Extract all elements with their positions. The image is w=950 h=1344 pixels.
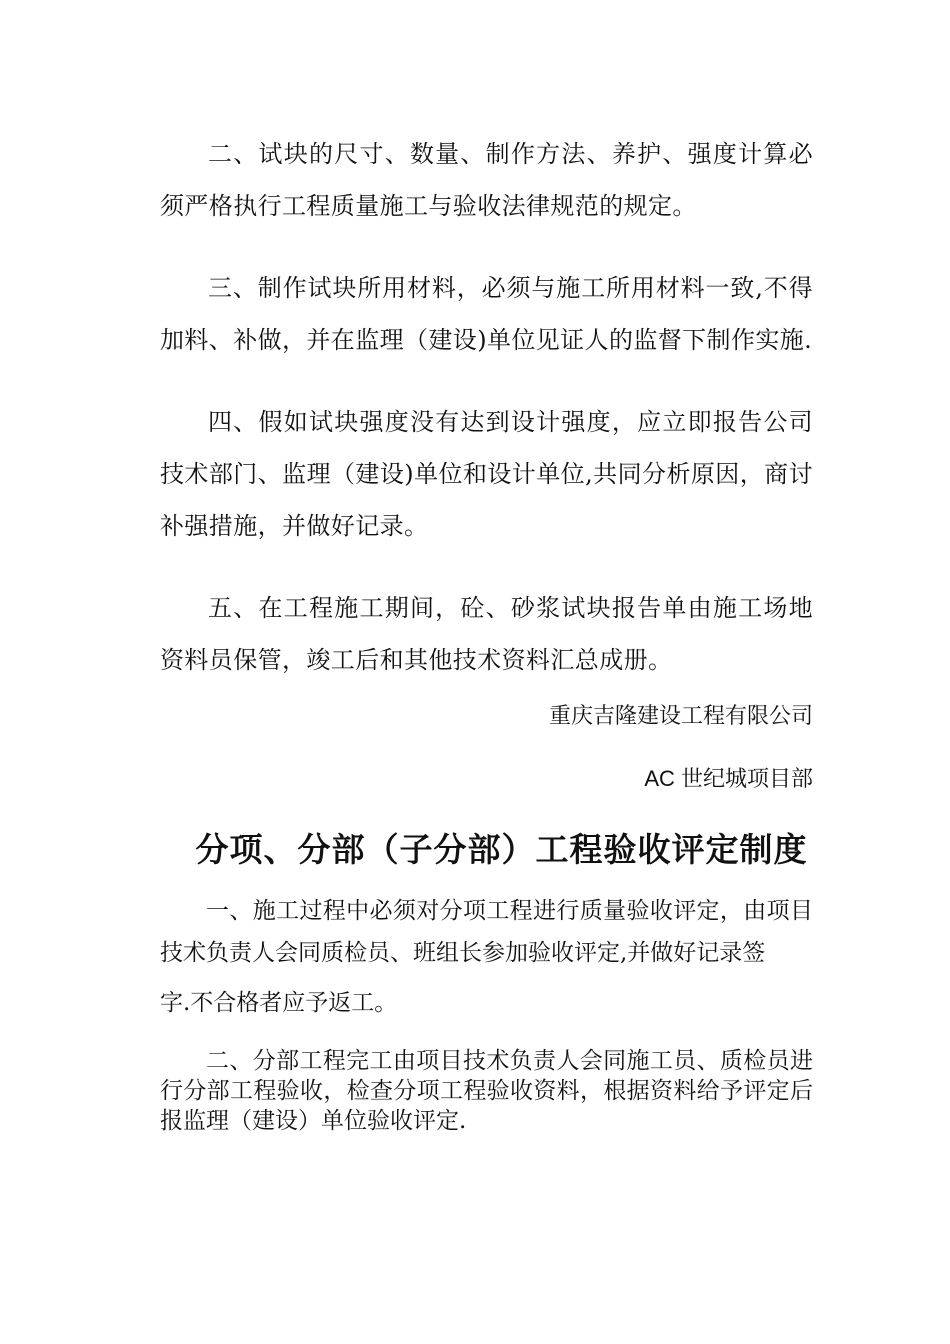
paragraph-strength-failure: 四、假如试块强度没有达到设计强度，应立即报告公司技术部门、监理（建设)单位和设计单位,共同分析原因，商讨补强措施，并做好记录。 xyxy=(160,408,813,540)
document-page xyxy=(160,128,813,1136)
paragraph-subitem-acceptance xyxy=(160,890,813,1024)
paragraph-subitem-acceptance-main: 一、施工过程中必须对分项工程进行质量验收评定，由项目技术负责人会同质检员、班组长参加验收评定,并做好记录签 xyxy=(160,898,813,966)
section-title: 分项、分部（子分部）工程验收评定制度 xyxy=(195,830,808,869)
signature-company: 重庆吉隆建设工程有限公司 xyxy=(548,704,813,729)
paragraph-report-custody: 五、在工程施工期间，砼、砂浆试块报告单由施工场地资料员保管，竣工后和其他技术资料汇总成册。 xyxy=(160,594,813,674)
paragraph-specimen-size: 二、试块的尺寸、数量、制作方法、养护、强度计算必须严格执行工程质量施工与验收法律规范的规定。 xyxy=(160,140,813,220)
signature-department: AC 世纪城项目部 xyxy=(644,766,813,791)
paragraph-specimen-materials: 三、制作试块所用材料，必须与施工所用材料一致,不得加料、补做，并在监理（建设)单位见证人的监督下制作实施. xyxy=(160,274,813,354)
paragraph-subitem-acceptance-tail: 字.不合格者应予返工。 xyxy=(160,990,398,1016)
paragraph-division-acceptance: 二、分部工程完工由项目技术负责人会同施工员、质检员进行分部工程验收，检查分项工程验收资料，根据资料给予评定后报监理（建设）单位验收评定. xyxy=(160,1048,813,1134)
